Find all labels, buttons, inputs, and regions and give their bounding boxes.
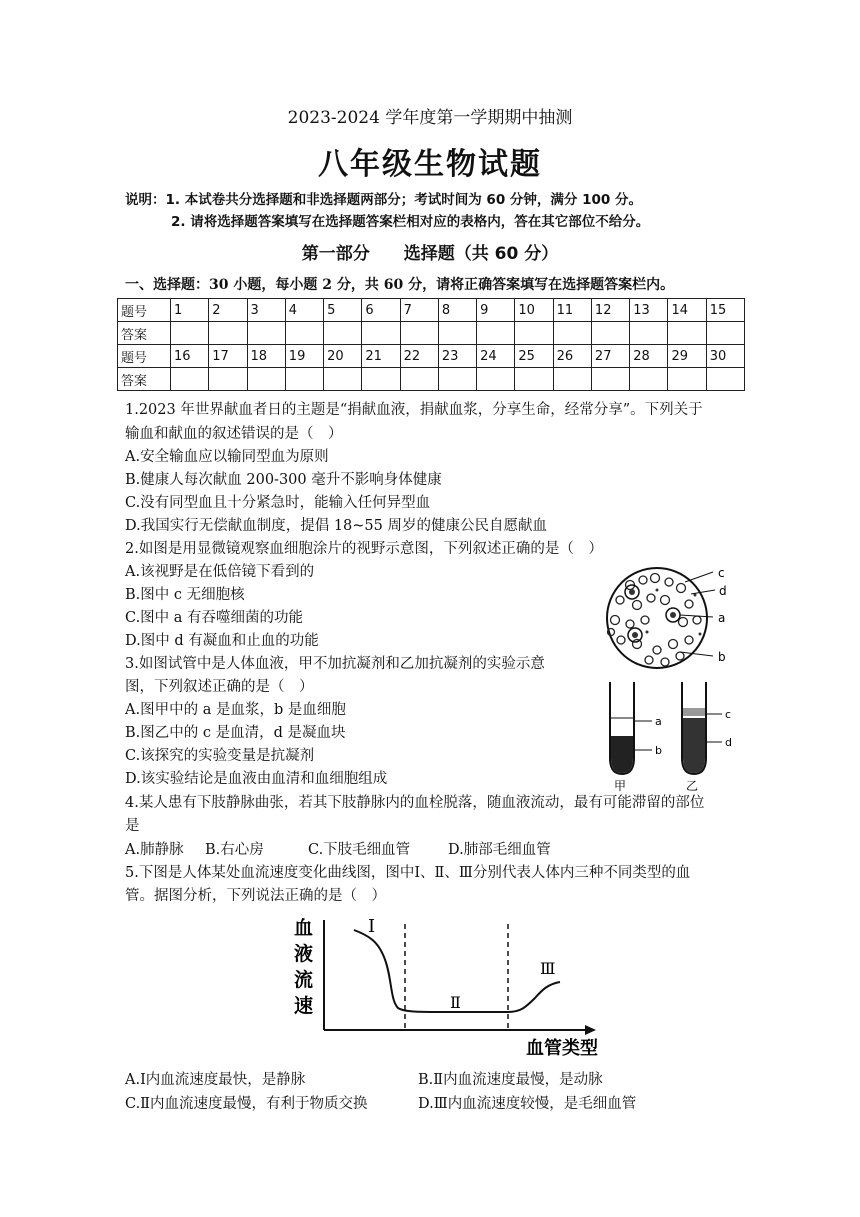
q1-stem-cont: 输血和献血的叙述错误的是（ ） [125,426,343,442]
tube-name-yi: 乙 [686,779,699,793]
q5-option-c: C.Ⅱ内血流速度最慢，有利于物质交换 [125,1096,368,1112]
answer-cell[interactable] [668,368,706,391]
q4-option-a: A.肺静脉 [125,842,184,858]
x-axis-arrow [585,1025,596,1035]
label-d: d [719,584,727,598]
q3-option-d: D.该实验结论是血液由血清和血细胞组成 [125,771,388,787]
question-number-cell: 16 [171,345,209,368]
answer-cell[interactable] [438,322,476,345]
q3-stem: 3.如图试管中是人体血液，甲不加抗凝剂和乙加抗凝剂的实验示意 [125,656,545,672]
q2-option-d: D.图中 d 有凝血和止血的功能 [125,633,319,649]
instruction-note-1: 说明：1. 本试卷共分选择题和非选择题两部分；考试时间为 60 分钟，满分 100 分。 [125,192,642,208]
table-row [118,322,745,345]
q4-option-c: C.下肢毛细血管 [308,842,411,858]
answer-cell[interactable] [209,368,247,391]
row-label: 答案 [118,322,171,345]
question-number-cell: 20 [324,345,362,368]
answer-cell[interactable] [209,322,247,345]
row-label: 题号 [118,345,171,368]
blood-flow-figure [280,912,610,1062]
answer-cell[interactable] [362,322,400,345]
q2-option-a: A.该视野是在低倍镜下看到的 [125,564,315,580]
q4-option-d: D.肺部毛细血管 [448,842,551,858]
answer-cell[interactable] [324,322,362,345]
answer-cell[interactable] [553,368,591,391]
question-number-cell: 12 [591,299,629,322]
answer-cell[interactable] [477,368,515,391]
q3-option-b: B.图乙中的 c 是血清，d 是凝血块 [125,725,346,741]
y-label-char: 速 [294,995,314,1017]
q4-stem: 4.某人患有下肢静脉曲张，若其下肢静脉内的血栓脱落，随血液流动，最有可能滞留的部位 [125,795,705,811]
answer-cell[interactable] [285,322,323,345]
question-number-cell: 1 [171,299,209,322]
answer-cell[interactable] [591,368,629,391]
row-label: 答案 [118,368,171,391]
question-number-cell: 19 [285,345,323,368]
q1-stem: 1.2023 年世界献血者日的主题是“捐献血液，捐献血浆，分享生命，经常分享”。下列关于 [125,402,703,418]
test-tubes-figure [600,678,750,793]
question-number-cell: 2 [209,299,247,322]
y-label-char: 液 [294,943,314,965]
answer-cell[interactable] [515,322,553,345]
exam-title: 八年级生物试题 [318,147,542,182]
question-number-cell: 24 [477,345,515,368]
section-heading: 一、选择题：30 小题，每小题 2 分，共 60 分，请将正确答案填写在选择题答案栏内。 [125,277,675,293]
question-number-cell: 29 [668,345,706,368]
q1-option-b: B.健康人每次献血 200-300 毫升不影响身体健康 [125,472,442,488]
question-number-cell: 27 [591,345,629,368]
label-a: a [655,715,662,728]
q5-stem-cont: 管。据图分析，下列说法正确的是（ ） [125,888,386,904]
region-label-3: Ⅲ [540,959,556,978]
instruction-note-2: 2. 请将选择题答案填写在选择题答案栏相对应的表格内，答在其它部位不给分。 [171,214,650,230]
answer-cell[interactable] [362,368,400,391]
table-row [118,345,745,368]
answer-cell[interactable] [324,368,362,391]
answer-cell[interactable] [438,368,476,391]
q1-option-a: A.安全输血应以输同型血为原则 [125,449,329,465]
label-lines [680,572,715,656]
q2-stem: 2.如图是用显微镜观察血细胞涂片的视野示意图，下列叙述正确的是（ ） [125,541,603,557]
answer-table [117,298,745,391]
q1-option-c: C.没有同型血且十分紧急时，能输入任何异型血 [125,495,431,511]
tube-yi [682,682,722,774]
q3-option-c: C.该探究的实验变量是抗凝剂 [125,748,315,764]
q3-stem-cont: 图，下列叙述正确的是（ ） [125,679,314,695]
region-label-1: Ⅰ [368,916,376,937]
question-number-cell: 30 [706,345,744,368]
question-number-cell: 23 [438,345,476,368]
table-row [118,299,745,322]
answer-cell[interactable] [515,368,553,391]
tube-jia [610,682,652,774]
x-axis-label: 血管类型 [526,1038,598,1059]
answer-cell[interactable] [285,368,323,391]
q4-stem-cont: 是 [125,818,140,834]
q5-stem: 5.下图是人体某处血流速度变化曲线图，图中Ⅰ、Ⅱ、Ⅲ分别代表人体内三种不同类型的血 [125,865,691,881]
question-number-cell: 22 [400,345,438,368]
answer-cell[interactable] [706,322,744,345]
label-c: c [718,566,725,580]
answer-cell[interactable] [400,368,438,391]
answer-cell[interactable] [171,322,209,345]
q5-option-a: A.Ⅰ内血流速度最快，是静脉 [125,1072,306,1088]
exam-year-line: 2023-2024 学年度第一学期期中抽测 [287,108,573,128]
blood-smear-figure [585,560,745,670]
y-label-char: 流 [294,969,314,991]
white-blood-cells [625,585,680,642]
label-b: b [655,744,662,757]
question-number-cell: 4 [285,299,323,322]
question-number-cell: 15 [706,299,744,322]
question-number-cell: 7 [400,299,438,322]
q4-option-b: B.右心房 [205,842,264,858]
question-number-cell: 25 [515,345,553,368]
question-number-cell: 10 [515,299,553,322]
question-number-cell: 11 [553,299,591,322]
question-number-cell: 21 [362,345,400,368]
answer-cell[interactable] [171,368,209,391]
question-number-cell: 3 [247,299,285,322]
question-number-cell: 8 [438,299,476,322]
question-number-cell: 26 [553,345,591,368]
answer-cell[interactable] [247,322,285,345]
question-number-cell: 5 [324,299,362,322]
answer-cell[interactable] [477,322,515,345]
q2-option-b: B.图中 c 无细胞核 [125,587,245,603]
y-axis-label [294,917,313,1017]
question-number-cell: 13 [630,299,668,322]
question-number-cell: 14 [668,299,706,322]
answer-cell[interactable] [706,368,744,391]
q2-option-c: C.图中 a 有吞噬细菌的功能 [125,610,304,626]
table-row [118,368,745,391]
answer-cell[interactable] [630,322,668,345]
q5-option-d: D.Ⅲ内血流速度较慢，是毛细血管 [418,1096,637,1112]
q1-option-d: D.我国实行无偿献血制度，提倡 18~55 周岁的健康公民自愿献血 [125,518,547,534]
label-d: d [725,736,732,749]
region-label-2: Ⅱ [450,993,461,1012]
answer-cell[interactable] [630,368,668,391]
answer-cell[interactable] [247,368,285,391]
question-number-cell: 17 [209,345,247,368]
row-label: 题号 [118,299,171,322]
tube-name-jia: 甲 [614,779,627,793]
answer-cell[interactable] [400,322,438,345]
question-number-cell: 18 [247,345,285,368]
q5-option-b: B.Ⅱ内血流速度最慢，是动脉 [418,1072,603,1088]
answer-cell[interactable] [553,322,591,345]
label-c: c [725,708,732,721]
q3-option-a: A.图甲中的 a 是血浆，b 是血细胞 [125,702,346,718]
y-label-char: 血 [294,917,314,939]
answer-cell[interactable] [668,322,706,345]
question-number-cell: 9 [477,299,515,322]
question-number-cell: 28 [630,345,668,368]
answer-cell[interactable] [591,322,629,345]
label-b: b [718,650,726,664]
part-one-title: 第一部分 选择题（共 60 分） [301,244,559,264]
question-number-cell: 6 [362,299,400,322]
label-a: a [718,611,726,625]
